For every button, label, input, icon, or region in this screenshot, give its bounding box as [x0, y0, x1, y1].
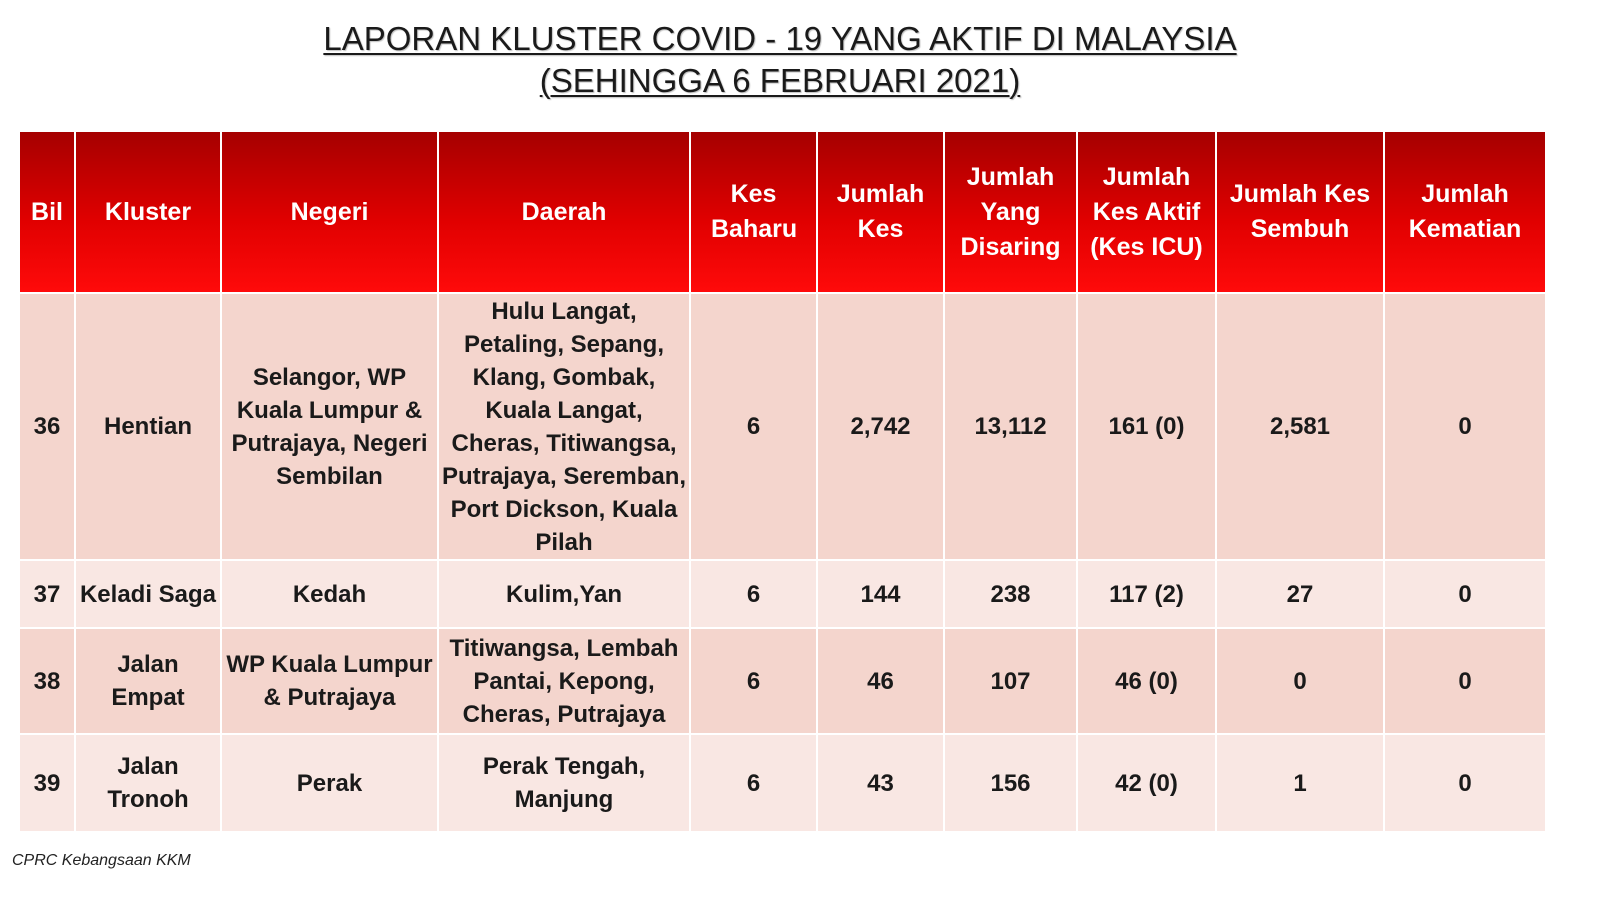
cell-jumlah-disaring: 107 — [944, 628, 1077, 734]
cell-jumlah-sembuh: 27 — [1216, 560, 1384, 628]
table-row — [19, 560, 1546, 628]
cell-jumlah-aktif: 42 (0) — [1077, 734, 1216, 832]
table-row — [19, 734, 1546, 832]
cell-jumlah-kematian: 0 — [1384, 293, 1546, 560]
table-header-row — [19, 131, 1546, 293]
cell-kes-baharu: 6 — [690, 734, 817, 832]
cell-negeri: Perak — [221, 734, 438, 832]
cell-jumlah-disaring: 156 — [944, 734, 1077, 832]
report-title — [0, 18, 1560, 102]
header-jumlah-aktif: Jumlah Kes Aktif (Kes ICU) — [1077, 131, 1216, 293]
cell-daerah: Titiwangsa, Lembah Pantai, Kepong, Cheras, Putrajaya — [438, 628, 690, 734]
header-kluster: Kluster — [75, 131, 221, 293]
header-jumlah-kematian: Jumlah Kematian — [1384, 131, 1546, 293]
cell-daerah: Kulim,Yan — [438, 560, 690, 628]
cell-negeri: Selangor, WP Kuala Lumpur & Putrajaya, Negeri Sembilan — [221, 293, 438, 560]
cell-negeri: Kedah — [221, 560, 438, 628]
report-title-line2: (SEHINGGA 6 FEBRUARI 2021) — [539, 62, 1021, 99]
cell-negeri: WP Kuala Lumpur & Putrajaya — [221, 628, 438, 734]
cell-jumlah-aktif: 161 (0) — [1077, 293, 1216, 560]
cell-kluster: Jalan Empat — [75, 628, 221, 734]
cell-kes-baharu: 6 — [690, 293, 817, 560]
table-row — [19, 628, 1546, 734]
cell-jumlah-sembuh: 1 — [1216, 734, 1384, 832]
cell-kluster: Hentian — [75, 293, 221, 560]
header-jumlah-disaring: Jumlah Yang Disaring — [944, 131, 1077, 293]
cell-bil: 38 — [19, 628, 75, 734]
cell-jumlah-disaring: 13,112 — [944, 293, 1077, 560]
header-daerah: Daerah — [438, 131, 690, 293]
source-credit: CPRC Kebangsaan KKM — [12, 852, 191, 869]
header-negeri: Negeri — [221, 131, 438, 293]
cluster-table — [18, 130, 1547, 833]
header-bil: Bil — [19, 131, 75, 293]
cell-bil: 39 — [19, 734, 75, 832]
report-title-line1: LAPORAN KLUSTER COVID - 19 YANG AKTIF DI MALAYSIA — [323, 20, 1237, 57]
cell-bil: 37 — [19, 560, 75, 628]
table-row — [19, 293, 1546, 560]
cell-jumlah-kes: 2,742 — [817, 293, 944, 560]
cell-jumlah-sembuh: 2,581 — [1216, 293, 1384, 560]
cell-jumlah-disaring: 238 — [944, 560, 1077, 628]
header-jumlah-kes: Jumlah Kes — [817, 131, 944, 293]
cell-jumlah-aktif: 46 (0) — [1077, 628, 1216, 734]
cell-bil: 36 — [19, 293, 75, 560]
header-jumlah-sembuh: Jumlah Kes Sembuh — [1216, 131, 1384, 293]
cell-kes-baharu: 6 — [690, 560, 817, 628]
cell-kes-baharu: 6 — [690, 628, 817, 734]
cell-kluster: Jalan Tronoh — [75, 734, 221, 832]
cell-jumlah-aktif: 117 (2) — [1077, 560, 1216, 628]
cell-jumlah-kematian: 0 — [1384, 560, 1546, 628]
cell-jumlah-kes: 46 — [817, 628, 944, 734]
cell-daerah: Perak Tengah, Manjung — [438, 734, 690, 832]
cell-jumlah-kes: 144 — [817, 560, 944, 628]
cell-jumlah-sembuh: 0 — [1216, 628, 1384, 734]
cell-jumlah-kematian: 0 — [1384, 628, 1546, 734]
cell-kluster: Keladi Saga — [75, 560, 221, 628]
cell-jumlah-kematian: 0 — [1384, 734, 1546, 832]
cell-daerah: Hulu Langat, Petaling, Sepang, Klang, Gombak, Kuala Langat, Cheras, Titiwangsa, Putrajaya, Seremban, Port Dickson, Kuala Pilah — [438, 293, 690, 560]
cell-jumlah-kes: 43 — [817, 734, 944, 832]
header-kes-baharu: Kes Baharu — [690, 131, 817, 293]
